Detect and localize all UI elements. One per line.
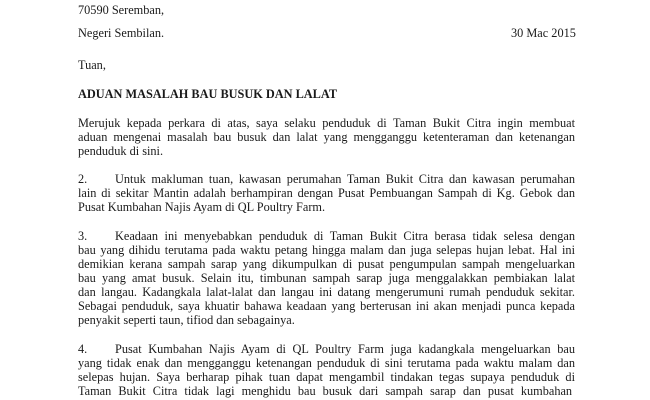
intro-line: Merujuk kepada perkara di atas, saya selaku penduduk di Taman Bukit Citra ingin membuat [78, 116, 575, 130]
paragraph-2-number: 2. [78, 172, 88, 186]
paragraph-3-line: Sebagai penduduk, saya khuatir bahawa keadaan yang berterusan ini akan menjadi punca kepada [78, 299, 575, 313]
paragraph-2-line: Pusat Kumbahan Najis Ayam di QL Poultry Farm. [78, 200, 326, 214]
paragraph-3-line: dan langau. Kadangkala lalat-lalat dan langau ini datang mengerumuni rumah penduduk sekitar. [78, 285, 575, 299]
paragraph-3-line: demikian kerana sampah sarap yang dikumpulkan di pusat pengumpulan sampah mengeluarkan [78, 257, 575, 271]
paragraph-2-line: lain di sekitar Mantin adalah berhampiran dengan Pusat Pembuangan Sampah di Kg. Gebok dan [78, 186, 575, 200]
paragraph-3-line: penyakit seperti taun, tifiod dan sebagainya. [78, 313, 295, 327]
paragraph-3-number: 3. [78, 229, 88, 243]
paragraph-4-line: Pusat Kumbahan Najis Ayam di QL Poultry Farm juga kadangkala mengeluarkan bau [115, 342, 575, 356]
intro-line: penduduk di sini. [78, 144, 164, 158]
paragraph-4-line: yang tidak enak dan mengganggu ketenangan penduduk di sini terutama pada waktu malam dan [78, 356, 575, 370]
paragraph-3-line: Keadaan ini menyebabkan penduduk di Taman Bukit Citra berasa tidak selesa dengan [115, 229, 575, 243]
address-line-2: Negeri Sembilan. [78, 26, 165, 40]
paragraph-2-line: Untuk makluman tuan, kawasan perumahan Taman Bukit Citra dan kawasan perumahan [115, 172, 575, 186]
salutation: Tuan, [78, 58, 106, 72]
letter-subject: ADUAN MASALAH BAU BUSUK DAN LALAT [78, 87, 338, 101]
intro-line: aduan mengenai masalah bau busuk dan lalat yang mengganggu ketenteraman dan ketenangan [78, 130, 575, 144]
paragraph-4-number: 4. [78, 342, 88, 356]
paragraph-3-line: bau yang dihidu terutama pada waktu petang hingga malam dan juga selepas hujan lebat. Hal ini [78, 243, 575, 257]
paragraph-3-line: bau yang amat busuk. Selain itu, timbunan sampah sarap juga menggalakkan pembiakan lalat [78, 271, 575, 285]
address-line-1: 70590 Seremban, [78, 3, 165, 17]
letter-date: 30 Mac 2015 [511, 26, 576, 40]
paragraph-4-line: selepas hujan. Saya berharap pihak tuan dapat mengambil tindakan tegas supaya penduduk di [78, 370, 575, 384]
paragraph-4-line: Taman Bukit Citra tidak lagi menghidu bau busuk dari sampah sarap dan pusat kumbahan [78, 384, 573, 398]
